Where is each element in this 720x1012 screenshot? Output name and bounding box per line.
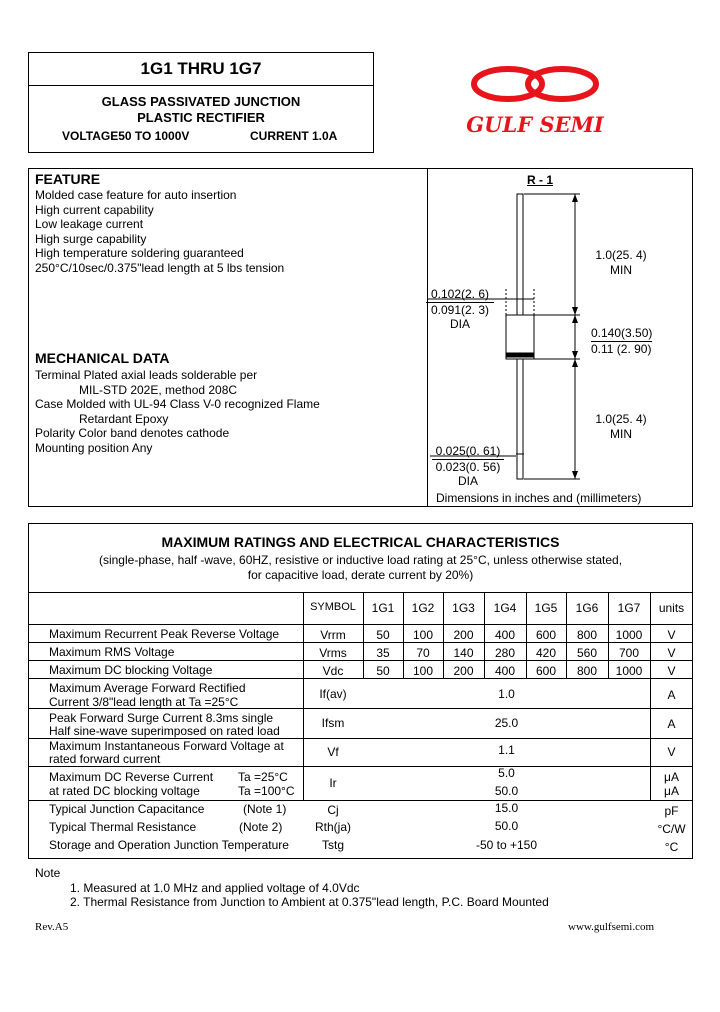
- table-rule: [28, 592, 693, 593]
- bottom-lead-length: [590, 412, 652, 441]
- table-cell: 1.0: [498, 687, 515, 701]
- body-length: [591, 326, 652, 356]
- table-row-param: Maximum Instantaneous Forward Voltage at: [49, 739, 284, 753]
- part-range-title: 1G1 THRU 1G7: [140, 59, 262, 78]
- table-cell: 70: [416, 646, 430, 660]
- mechanical-list: [35, 368, 320, 456]
- note-item: 1. Measured at 1.0 MHz and applied voltage of 4.0Vdc: [70, 881, 360, 895]
- table-cell: 600: [535, 664, 557, 678]
- table-cell: 700: [618, 646, 640, 660]
- table-rule: [28, 660, 693, 661]
- body-dia-max: 0.102(2. 6): [426, 287, 494, 303]
- lead-diameter: [432, 444, 504, 489]
- table-row-param: Maximum DC Reverse Current: [49, 770, 214, 784]
- lead-dia-max: 0.025(0. 61): [432, 444, 504, 460]
- description-line-2: PLASTIC RECTIFIER: [137, 110, 265, 125]
- table-row-note: (Note 1): [243, 802, 287, 816]
- ratings-subtitle-1: (single-phase, half -wave, 60HZ, resistive or inductive load rating at 25°C, unless otherwise stated,: [98, 553, 623, 567]
- table-row-unit: μA: [664, 770, 679, 784]
- table-row-symbol: Ifsm: [321, 716, 345, 730]
- table-row-symbol: Vdc: [322, 664, 344, 678]
- column-header: units: [658, 601, 685, 615]
- table-cell: 50: [376, 664, 390, 678]
- column-header: 1G4: [493, 601, 517, 615]
- table-row-param: Typical Junction Capacitance: [49, 802, 205, 816]
- svg-text:GULF SEMI: GULF SEMI: [466, 112, 604, 137]
- bottom-lead-length-min: MIN: [610, 426, 632, 441]
- table-row-condition: Ta =100°C: [238, 784, 295, 798]
- revision-label: Rev.A5: [35, 921, 69, 933]
- mechanical-item: Case Molded with UL-94 Class V-0 recognized Flame: [35, 397, 320, 412]
- voltage-rating: VOLTAGE50 TO 1000V: [62, 129, 190, 143]
- lead-dia-min: 0.023(0. 56): [435, 459, 501, 474]
- table-cell: 50.0: [494, 784, 519, 798]
- body-dia-label: DIA: [449, 317, 470, 332]
- bottom-lead-length-value: 1.0(25. 4): [595, 412, 647, 426]
- table-cell: 600: [535, 628, 557, 642]
- website-link[interactable]: www.gulfsemi.com: [568, 921, 655, 933]
- feature-item: High temperature soldering guaranteed: [35, 246, 244, 261]
- table-row-unit: V: [667, 745, 676, 759]
- table-row-param: Maximum RMS Voltage: [49, 645, 175, 659]
- table-cell: -50 to +150: [475, 838, 538, 852]
- table-rule: [28, 642, 693, 643]
- column-header: 1G6: [575, 601, 599, 615]
- table-cell: 420: [535, 646, 557, 660]
- logo-mark-icon: [450, 60, 620, 140]
- feature-list: [35, 188, 284, 276]
- mechanical-title: MECHANICAL DATA: [35, 350, 170, 366]
- top-lead-length: [590, 248, 652, 277]
- package-code: R - 1: [527, 173, 554, 187]
- mechanical-item: MIL-STD 202E, method 208C: [79, 382, 238, 397]
- top-lead-length-min: MIN: [610, 262, 632, 277]
- table-cell: 25.0: [494, 716, 519, 730]
- table-row-symbol: Ir: [329, 776, 337, 790]
- column-header: 1G2: [411, 601, 435, 615]
- note-item: 2. Thermal Resistance from Junction to Ambient at 0.375"lead length, P.C. Board Mounted: [70, 895, 549, 909]
- column-header: 1G3: [452, 601, 475, 615]
- body-len-min: 0.11 (2. 90): [591, 341, 652, 356]
- table-row-note: (Note 2): [239, 820, 283, 834]
- table-cell: 200: [453, 664, 474, 678]
- table-row-param: Current 3/8"lead length at Ta =25°C: [49, 695, 239, 709]
- table-row-condition: Ta =25°C: [238, 770, 288, 784]
- table-cell: 280: [494, 646, 516, 660]
- table-cell: 1000: [615, 664, 643, 678]
- current-rating: CURRENT 1.0A: [250, 129, 338, 143]
- table-row-unit: °C/W: [657, 822, 686, 836]
- body-diameter: [426, 287, 494, 332]
- feature-item: High current capability: [35, 202, 154, 217]
- table-cell: 140: [453, 646, 474, 660]
- table-cell: 1.1: [498, 743, 515, 757]
- lead-dia-label: DIA: [457, 474, 478, 489]
- table-cell: 560: [576, 646, 598, 660]
- feature-item: High surge capability: [35, 231, 147, 246]
- feature-item: 250°C/10sec/0.375"lead length at 5 lbs tension: [35, 260, 285, 275]
- table-row-param: Maximum DC blocking Voltage: [49, 663, 213, 677]
- table-row-param: Maximum Average Forward Rectified: [49, 681, 246, 695]
- column-header: SYMBOL: [310, 601, 356, 613]
- mechanical-item: Retardant Epoxy: [79, 411, 169, 426]
- feature-item: Molded case feature for auto insertion: [35, 188, 237, 202]
- mechanical-item: Polarity Color band denotes cathode: [35, 426, 230, 441]
- table-row-unit: μA: [664, 784, 679, 798]
- table-cell: 35: [376, 646, 390, 660]
- table-row-symbol: If(av): [319, 687, 347, 701]
- body-dia-min: 0.091(2. 3): [430, 302, 490, 317]
- table-row-unit: pF: [664, 804, 679, 818]
- ratings-subtitle-2: for capacitive load, derate current by 20%): [247, 568, 474, 582]
- table-row-unit: °C: [664, 840, 679, 854]
- column-header: 1G5: [534, 601, 558, 615]
- table-rule: [28, 678, 693, 679]
- table-row-symbol: Rth(ja): [314, 820, 351, 834]
- top-lead-length-value: 1.0(25. 4): [595, 248, 647, 262]
- table-cell: 1000: [615, 628, 643, 642]
- table-row-unit: V: [667, 628, 676, 642]
- mechanical-item: Mounting position Any: [35, 440, 153, 455]
- table-row-param: rated forward current: [49, 752, 161, 766]
- table-row-symbol: Vf: [327, 745, 339, 759]
- gulf-semi-logo: [450, 60, 620, 140]
- mechanical-item: Terminal Plated axial leads solderable per: [35, 368, 258, 382]
- table-row-unit: A: [667, 717, 676, 731]
- table-row-unit: A: [667, 688, 676, 702]
- body-len-max: 0.140(3.50): [591, 326, 653, 340]
- table-row-param: Half sine-wave superimposed on rated load: [49, 724, 280, 738]
- table-row-param: at rated DC blocking voltage: [49, 784, 200, 798]
- table-row-symbol: Tstg: [321, 838, 344, 852]
- table-cell: 400: [494, 628, 516, 642]
- table-row-param: Peak Forward Surge Current 8.3ms single: [49, 711, 274, 725]
- feature-title: FEATURE: [35, 171, 101, 187]
- description-line-1: GLASS PASSIVATED JUNCTION: [101, 94, 301, 109]
- notes-title: Note: [35, 866, 61, 880]
- table-cell: 100: [412, 664, 434, 678]
- column-header: 1G1: [371, 601, 395, 615]
- table-row-symbol: Cj: [327, 803, 339, 817]
- ratings-title: MAXIMUM RATINGS AND ELECTRICAL CHARACTERISTICS: [161, 534, 560, 550]
- table-row-unit: V: [667, 664, 676, 678]
- table-cell: 100: [412, 628, 434, 642]
- column-header: 1G7: [617, 601, 641, 615]
- table-cell: 800: [576, 628, 598, 642]
- diagram-caption: Dimensions in inches and (millimeters): [436, 491, 642, 505]
- table-row-param: Maximum Recurrent Peak Reverse Voltage: [49, 627, 280, 641]
- table-row-param: Storage and Operation Junction Temperature: [49, 838, 289, 852]
- table-cell: 800: [576, 664, 598, 678]
- table-cell: 50: [376, 628, 390, 642]
- table-cell: 200: [453, 628, 474, 642]
- table-row-symbol: Vrrm: [320, 628, 346, 642]
- table-cell: 50.0: [494, 819, 519, 833]
- table-cell: 5.0: [498, 766, 515, 780]
- table-row-unit: V: [667, 646, 676, 660]
- table-rule: [28, 624, 693, 625]
- table-cell: 400: [494, 664, 516, 678]
- table-row-param: Typical Thermal Resistance: [49, 820, 197, 834]
- table-cell: 15.0: [494, 801, 519, 815]
- table-row-symbol: Vrms: [319, 646, 347, 660]
- feature-item: Low leakage current: [35, 217, 144, 232]
